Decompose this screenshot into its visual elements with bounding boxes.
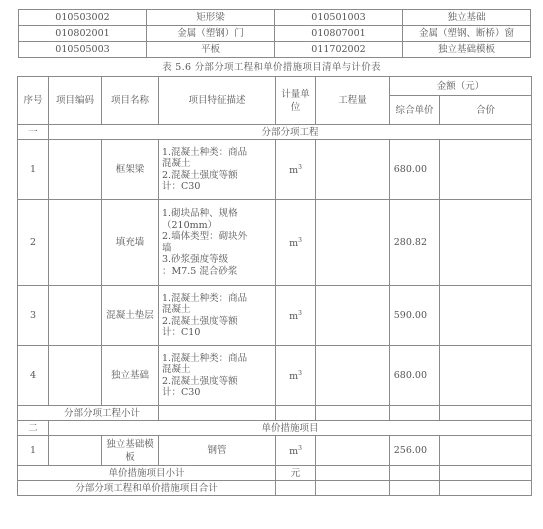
grand-total-label: 分部分项工程和单价措施项目合计: [18, 481, 276, 496]
item-qty: [316, 286, 390, 346]
header-total: 合价: [440, 96, 532, 125]
desc-line: 1.混凝土种类：商品: [162, 146, 248, 158]
reference-name: 独立基础: [403, 10, 531, 26]
measure-subtotal-unit: 元: [276, 466, 316, 481]
item-unit: $m^3$: [276, 140, 316, 200]
item-row: [18, 140, 532, 200]
reference-code: 010802001: [19, 26, 147, 42]
measure-subtotal-label: 单价措施项目小计: [18, 466, 276, 481]
measure-unit: $m^3$: [276, 436, 316, 466]
item-total: [440, 140, 532, 200]
desc-line: 2.混凝土强度等额: [162, 169, 238, 181]
desc-line: 计：C30: [162, 181, 201, 192]
reference-code: 011702002: [275, 42, 403, 58]
item-qty: [316, 200, 390, 286]
reference-name: 平板: [147, 42, 275, 58]
reference-code: 010807001: [275, 26, 403, 42]
item-code: [49, 286, 102, 346]
reference-code: 010505003: [19, 42, 147, 58]
measure-row: [18, 436, 532, 466]
item-total: [440, 200, 532, 286]
item-code: [49, 346, 102, 406]
item-desc: [159, 346, 276, 406]
section-row-1: [18, 125, 532, 140]
measure-name: 独立基础模板: [102, 436, 159, 466]
reference-code: 010503002: [19, 10, 147, 26]
reference-name: 金属（塑钢、断桥）窗: [403, 26, 531, 42]
item-name: 框架梁: [102, 140, 159, 200]
reference-row: [19, 10, 531, 26]
reference-name: 独立基础模板: [403, 42, 531, 58]
measure-seq: 1: [18, 436, 49, 466]
subtotal-label: 分部分项工程小计: [18, 406, 159, 421]
item-seq: 4: [18, 346, 49, 406]
header-unit: 计量单位: [276, 77, 316, 125]
item-desc: [159, 200, 276, 286]
item-desc: [159, 286, 276, 346]
header-qty: 工程量: [316, 77, 390, 125]
desc-line: 计：C30: [162, 387, 201, 398]
item-seq: 1: [18, 140, 49, 200]
item-row: [18, 200, 532, 286]
item-seq: 2: [18, 200, 49, 286]
reference-row: [19, 26, 531, 42]
item-unit: $m^3$: [276, 200, 316, 286]
item-name: 混凝土垫层: [102, 286, 159, 346]
measure-subtotal-row: [18, 466, 532, 481]
desc-line: 混凝土: [162, 304, 191, 315]
desc-line: 计：C10: [162, 327, 201, 338]
measure-desc: 钢管: [159, 436, 276, 466]
section-row-2: [18, 421, 532, 436]
item-unit: $m^3$: [276, 346, 316, 406]
item-price: 280.82: [390, 200, 440, 286]
reference-row: [19, 42, 531, 58]
item-unit: $m^3$: [276, 286, 316, 346]
item-price: 680.00: [390, 140, 440, 200]
item-qty: [316, 140, 390, 200]
item-total: [440, 346, 532, 406]
section-seq: 一: [18, 125, 49, 140]
desc-line: （210mm）: [162, 219, 218, 231]
desc-line: 1.混凝土种类：商品: [162, 292, 248, 304]
header-name: 项目名称: [102, 77, 159, 125]
section-title: 分部分项工程: [49, 125, 532, 140]
section-seq: 二: [18, 421, 49, 436]
item-name: 独立基础: [102, 346, 159, 406]
subtotal-row: [18, 406, 532, 421]
measure-price: 256.00: [390, 436, 440, 466]
header-code: 项目编码: [49, 77, 102, 125]
header-desc: 项目特征描述: [159, 77, 276, 125]
reference-name: 矩形梁: [147, 10, 275, 26]
desc-line: 2.混凝土强度等额: [162, 375, 238, 387]
item-qty: [316, 346, 390, 406]
reference-name: 金属（塑钢）门: [147, 26, 275, 42]
desc-line: 3.砂浆强度等级: [162, 254, 229, 265]
item-desc: [159, 140, 276, 200]
code-reference-table: [18, 9, 531, 58]
header-amount: 金额（元）: [390, 77, 532, 96]
item-code: [49, 200, 102, 286]
item-name: 填充墙: [102, 200, 159, 286]
bill-of-quantities-table: [17, 76, 532, 496]
item-price: 590.00: [390, 286, 440, 346]
desc-line: 2.混凝土强度等额: [162, 315, 238, 327]
item-total: [440, 286, 532, 346]
desc-line: 墙: [162, 242, 172, 254]
desc-line: 混凝土: [162, 364, 191, 375]
reference-code: 010501003: [275, 10, 403, 26]
header-seq: 序号: [18, 77, 49, 125]
item-price: 680.00: [390, 346, 440, 406]
item-row: [18, 286, 532, 346]
table-caption: 表 5.6 分部分项工程和单价措施项目清单与计价表: [162, 62, 381, 73]
desc-line: 2.墙体类型：砌块外: [162, 231, 248, 242]
item-code: [49, 140, 102, 200]
desc-line: 混凝土: [162, 158, 191, 169]
item-row: [18, 346, 532, 406]
item-seq: 3: [18, 286, 49, 346]
desc-line: 1.砌块品种、规格: [162, 208, 238, 219]
desc-line: ：M7.5 混合砂浆: [162, 265, 238, 277]
desc-line: 1.混凝土种类：商品: [162, 352, 248, 364]
section-title: 单价措施项目: [49, 421, 532, 436]
header-unit-price: 综合单价: [390, 96, 440, 125]
grand-total-row: [18, 481, 532, 496]
